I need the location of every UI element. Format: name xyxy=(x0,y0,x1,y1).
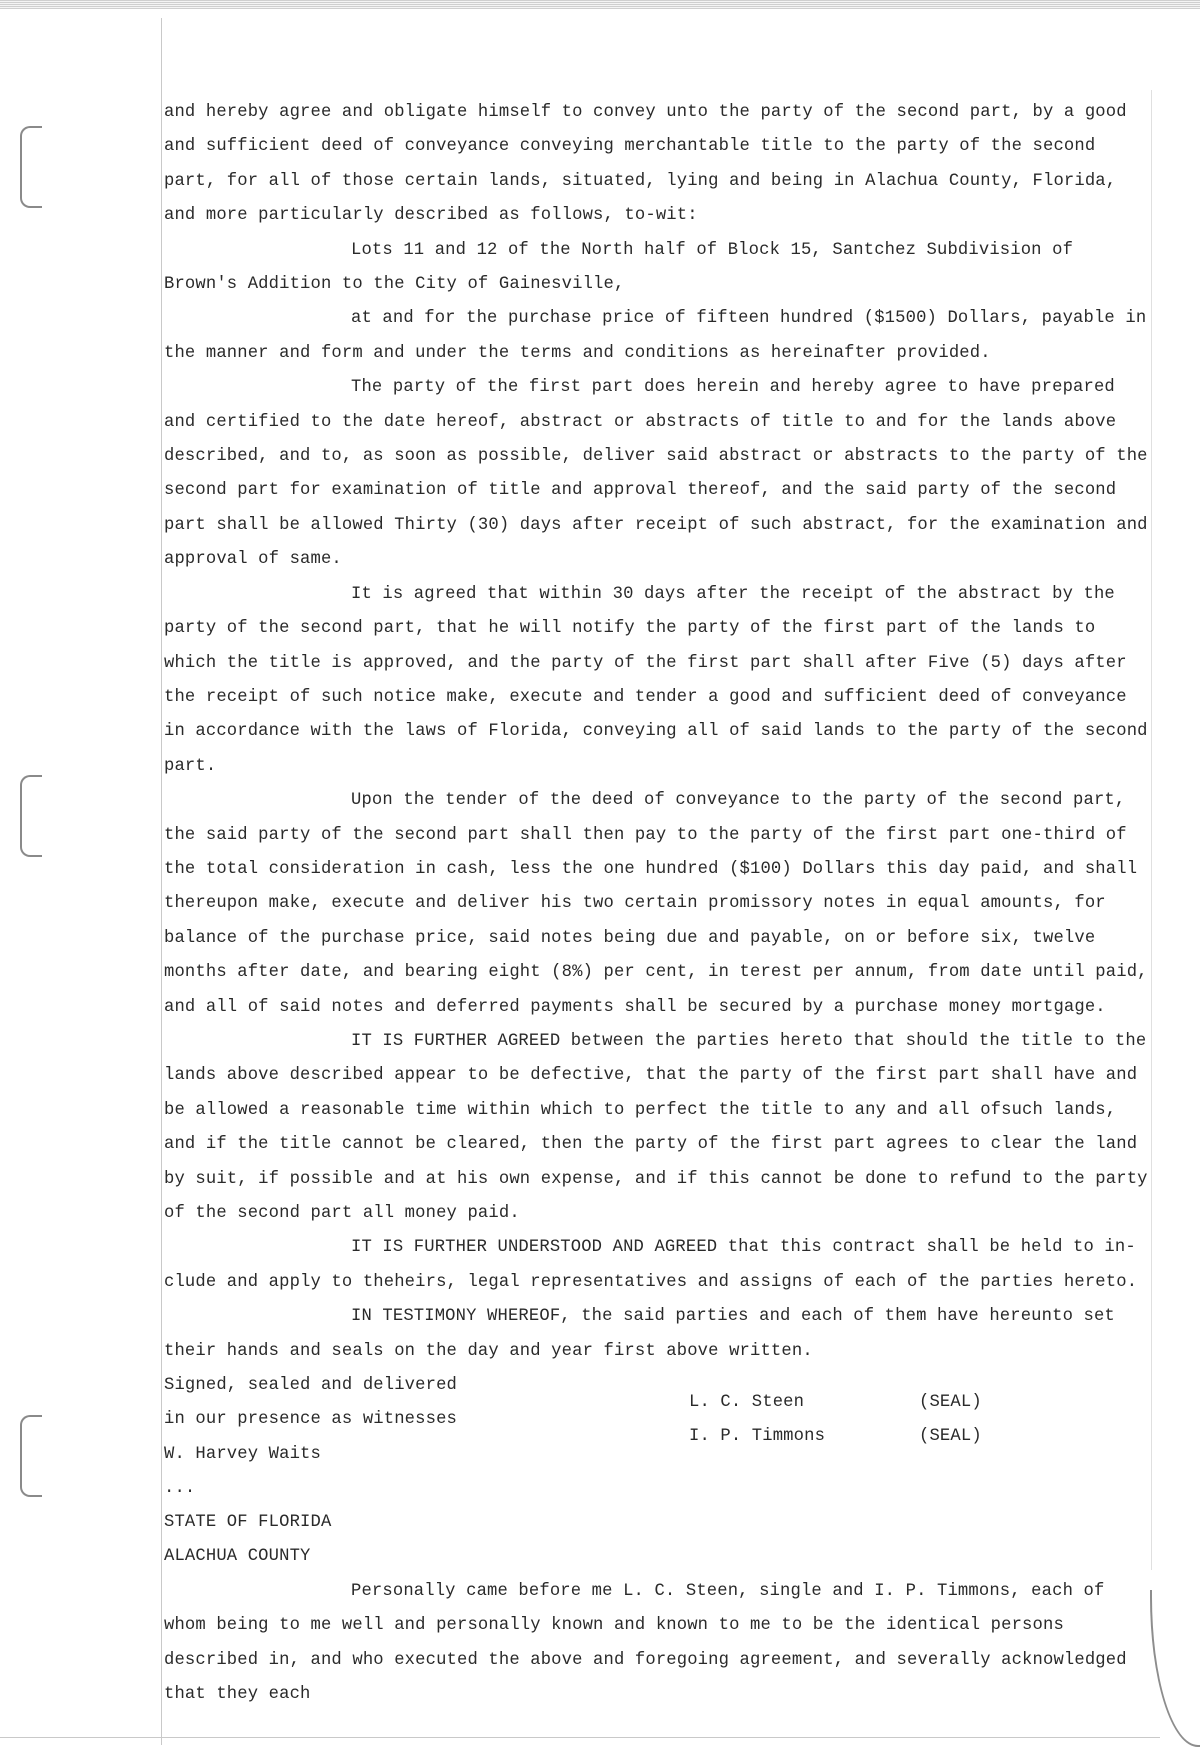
seal-label: (SEAL) xyxy=(919,1393,982,1413)
witness-name: W. Harvey Waits xyxy=(164,1444,321,1464)
paragraph-heirs: IT IS FURTHER UNDERSTOOD AND AGREED that this contract shall be held to in- clude and apply to theheirs, legal representatives and assigns of each of the parties hereto. xyxy=(164,1238,1138,1292)
witness-line: Signed, sealed and delivered xyxy=(164,1376,457,1396)
witness-block xyxy=(164,1369,457,1507)
bottom-edge-rule xyxy=(0,1737,1160,1738)
paragraph-title-defects: IT IS FURTHER AGREED between the parties hereto that should the title to the lands above described appear to be defective, that the party of the first part shall have and be allowed a reasonable time within which to perfect the title to any and all ofsuch lands, and if the title cannot be cleared, then the party of the first part agrees to clear the land by suit, if possible and at his own expense, and if this cannot be done to refund to the party of the second part all money paid. xyxy=(164,1031,1148,1223)
signatory-name: L. C. Steen xyxy=(689,1393,805,1413)
paragraph-approval: It is agreed that within 30 days after the receipt of the abstract by the party of the second part, that he will notify the party of the first part of the lands to which the title is approved, and the party of the first part shall after Five (5) days after the receipt of such notice make, execute and tender a good and sufficient deed of conveyance in accordance with the laws of Florida, conveying all of said lands to the party of the second part. xyxy=(164,584,1148,776)
paragraph-purchase-price: at and for the purchase price of fifteen hundred ($1500) Dollars, payable in the manner and form and under the terms and conditions as hereinafter provided. xyxy=(164,309,1147,363)
left-margin-rule xyxy=(161,18,162,1745)
witness-line: in our presence as witnesses xyxy=(164,1410,457,1430)
binder-hole-middle xyxy=(20,775,42,857)
paragraph-testimony: IN TESTIMONY WHEREOF, the said parties and each of them have hereunto set their hands and seals on the day and year first above written. xyxy=(164,1307,1115,1361)
paragraph-abstract: The party of the first part does herein and hereby agree to have prepared and certified to the date hereof, abstract or abstracts of title to and for the lands above described, and to, as soon as possible, deliver said abstract or abstracts to the party of the second part for examination of title and approval thereof, and the said party of the second part shall be allowed Thirty (30) days after receipt of such abstract, for the examination and approval of same. xyxy=(164,378,1148,570)
signatory-line xyxy=(689,1386,982,1420)
signature-block xyxy=(164,1369,1154,1499)
signatories-block xyxy=(689,1386,982,1455)
page-top-border xyxy=(0,0,1200,9)
seal-label: (SEAL) xyxy=(919,1427,982,1447)
binder-hole-bottom xyxy=(20,1415,42,1497)
paragraph-conveyance: and hereby agree and obligate himself to convey unto the party of the second part, by a good and sufficient deed of conveyance conveying merchantable title to the party of the second part, for all of those certain lands, situated, lying and being in Alachua County, Florida, and more particularly described as follows, to-wit: xyxy=(164,103,1127,226)
paragraph-land-description: Lots 11 and 12 of the North half of Block 15, Santchez Subdivision of Brown's Addition to the City of Gainesville, xyxy=(164,240,1074,295)
binder-hole-top xyxy=(20,126,42,208)
document-body xyxy=(164,96,1154,1712)
witness-ellipsis: ... xyxy=(164,1479,196,1499)
paragraph-payment-terms: Upon the tender of the deed of conveyance to the party of the second part, the said party of the second part shall then pay to the party of the first part one-third of the total consideration in cash, less the one hundred ($100) Dollars this day paid, and shall thereupon make, execute and deliver his two certain promissory notes in equal amounts, for balance of the purchase price, said notes being due and payable, on or before six, twelve months after date, and bearing eight (8%) per cent, in terest per annum, from date until paid, and all of said notes and deferred payments shall be secured by a purchase money mortgage. xyxy=(164,791,1148,1017)
page-curl xyxy=(1150,1590,1200,1747)
venue-county: ALACHUA COUNTY xyxy=(164,1547,311,1567)
signatory-line xyxy=(689,1420,982,1454)
paragraph-acknowledgment: Personally came before me L. C. Steen, single and I. P. Timmons, each of whom being to me well and personally known and known to me to be the identical persons described in, and who executed the above and foregoing agreement, and severally acknowledged that they each xyxy=(164,1581,1127,1705)
signatory-name: I. P. Timmons xyxy=(689,1427,826,1447)
venue-state: STATE OF FLORIDA xyxy=(164,1513,332,1533)
